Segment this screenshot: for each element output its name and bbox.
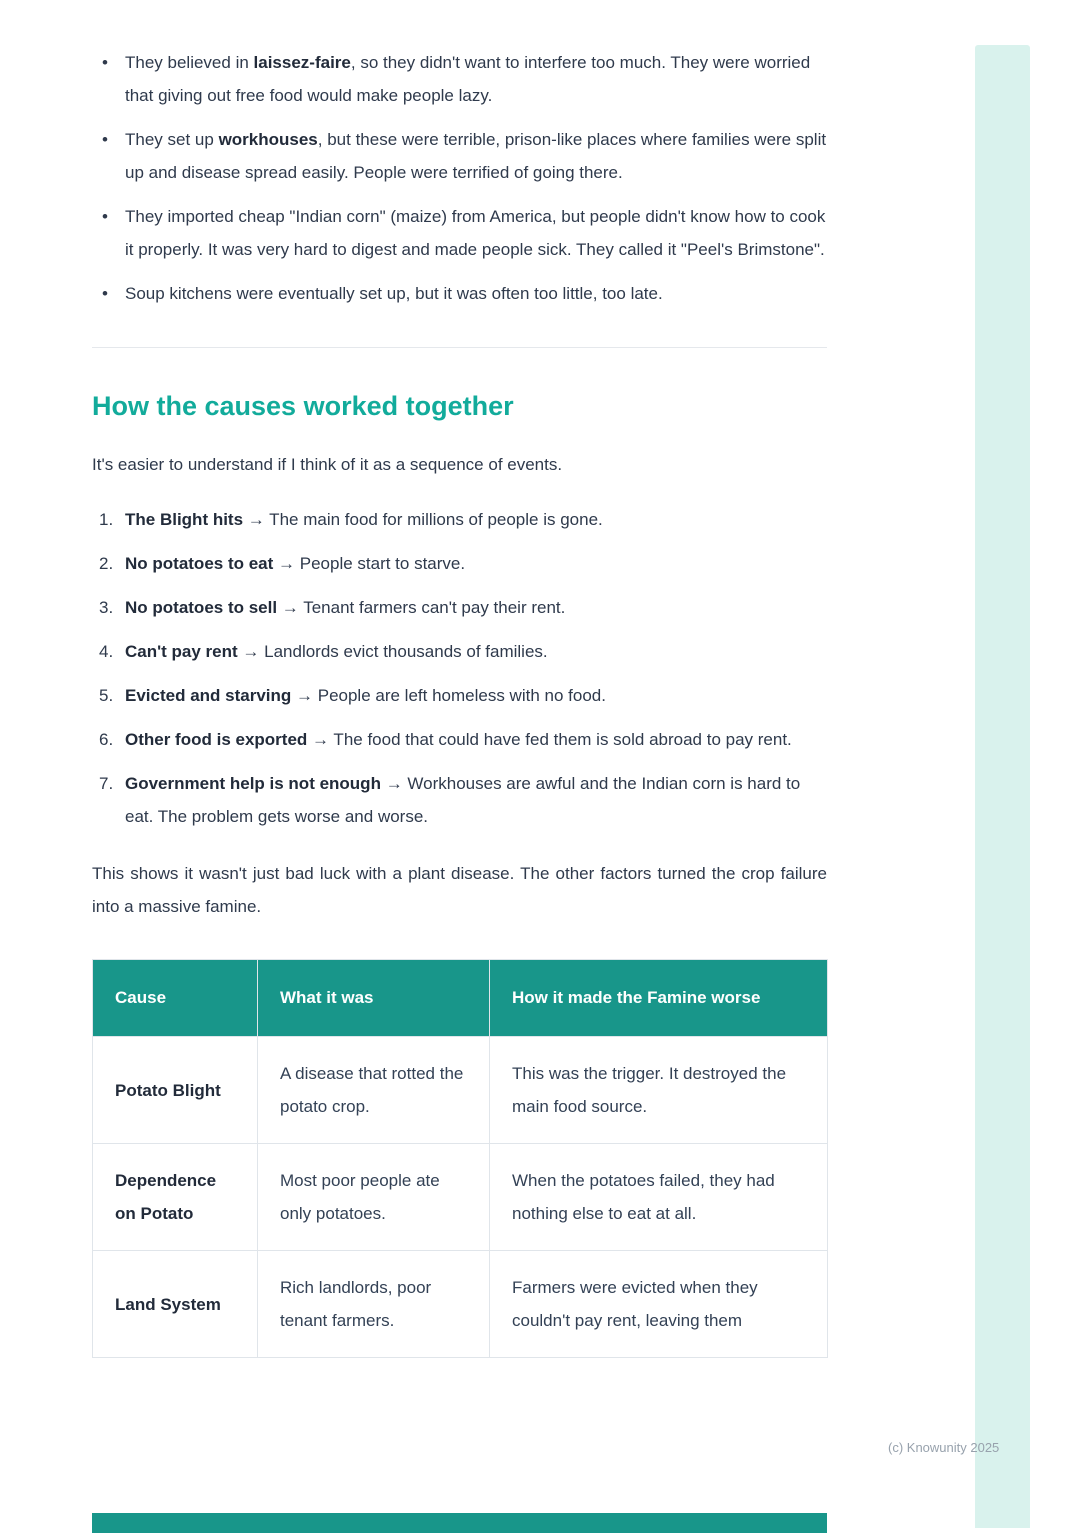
table-header-cell-what: What it was bbox=[258, 960, 490, 1037]
list-item-text: Soup kitchens were eventually set up, but it was often too little, too late. bbox=[125, 284, 663, 303]
table-row bbox=[93, 1144, 828, 1251]
list-item-text: They imported cheap "Indian corn" (maize) from America, but people didn't know how to cook it properly. It was very hard to digest and made people sick. They called it "Peel's Brimstone". bbox=[125, 207, 826, 259]
conclusion-paragraph: This shows it wasn't just bad luck with a plant disease. The other factors turned the crop failure into a massive famine. bbox=[92, 864, 827, 916]
sequence-step-text: → Workhouses are awful and the Indian corn is hard to eat. The problem gets worse and worse. bbox=[125, 774, 801, 826]
sequence-step-title: No potatoes to eat bbox=[125, 554, 274, 573]
table-cell-cause: Dependence on Potato bbox=[93, 1144, 258, 1251]
table-row bbox=[93, 1251, 828, 1358]
sequence-step bbox=[92, 723, 827, 756]
table-cell-worse: Farmers were evicted when they couldn't pay rent, leaving them bbox=[490, 1251, 828, 1358]
sequence-step-text: → The food that could have fed them is sold abroad to pay rent. bbox=[307, 730, 792, 749]
table-cell-what: Rich landlords, poor tenant farmers. bbox=[258, 1251, 490, 1358]
table-cell-what: Most poor people ate only potatoes. bbox=[258, 1144, 490, 1251]
list-item bbox=[92, 200, 827, 266]
document-content bbox=[92, 46, 827, 1358]
list-item bbox=[92, 46, 827, 112]
sequence-step bbox=[92, 635, 827, 668]
list-item-text: , so they didn't want to interfere too much. They were worried that giving out free food would make people lazy. bbox=[125, 53, 811, 105]
causes-table bbox=[92, 959, 828, 1358]
causes-sequence-list bbox=[92, 503, 827, 833]
sequence-step bbox=[92, 679, 827, 712]
list-item bbox=[92, 277, 827, 310]
sequence-step bbox=[92, 591, 827, 624]
table-cell-worse: This was the trigger. It destroyed the main food source. bbox=[490, 1037, 828, 1144]
table-cell-cause: Land System bbox=[93, 1251, 258, 1358]
sequence-step-title: Evicted and starving bbox=[125, 686, 292, 705]
section-divider bbox=[92, 347, 827, 348]
government-response-list bbox=[92, 46, 827, 310]
intro-paragraph: It's easier to understand if I think of it as a sequence of events. bbox=[92, 455, 563, 474]
table-header-cell-cause: Cause bbox=[93, 960, 258, 1037]
table-row bbox=[93, 1037, 828, 1144]
sequence-step-title: Can't pay rent bbox=[125, 642, 238, 661]
list-item bbox=[92, 123, 827, 189]
sequence-step bbox=[92, 503, 827, 536]
sequence-step-text: → The main food for millions of people is gone. bbox=[243, 510, 603, 529]
table-cell-worse: When the potatoes failed, they had nothing else to eat at all. bbox=[490, 1144, 828, 1251]
table-header-cell-worse: How it made the Famine worse bbox=[490, 960, 828, 1037]
sequence-step-title: No potatoes to sell bbox=[125, 598, 278, 617]
list-item-bold-text: laissez-faire bbox=[253, 53, 351, 72]
sequence-step-text: → Landlords evict thousands of families. bbox=[237, 642, 548, 661]
list-item-text: They believed in bbox=[125, 53, 254, 72]
list-item-text: They set up bbox=[125, 130, 219, 149]
causes-table-header bbox=[93, 960, 828, 1037]
causes-table-body bbox=[93, 1037, 828, 1358]
sequence-step bbox=[92, 547, 827, 580]
list-item-bold-text: workhouses bbox=[218, 130, 318, 149]
sequence-step-text: → People start to starve. bbox=[273, 554, 466, 573]
next-table-header-cut bbox=[92, 1513, 827, 1533]
section-heading: How the causes worked together bbox=[92, 391, 514, 421]
table-cell-what: A disease that rotted the potato crop. bbox=[258, 1037, 490, 1144]
table-header-row bbox=[93, 960, 828, 1037]
sequence-step-title: Other food is exported bbox=[125, 730, 308, 749]
table-cell-cause: Potato Blight bbox=[93, 1037, 258, 1144]
copyright-watermark: (c) Knowunity 2025 bbox=[888, 1440, 1000, 1455]
sequence-step-title: Government help is not enough bbox=[125, 774, 381, 793]
sequence-step-title: The Blight hits bbox=[125, 510, 244, 529]
sequence-step-text: → People are left homeless with no food. bbox=[291, 686, 606, 705]
page-edge-strip bbox=[975, 45, 1030, 1528]
sequence-step-text: → Tenant farmers can't pay their rent. bbox=[277, 598, 566, 617]
sequence-step bbox=[92, 767, 827, 833]
list-item-text: , but these were terrible, prison-like places where families were split up and disease spread easily. People were terrified of going there. bbox=[125, 130, 827, 182]
